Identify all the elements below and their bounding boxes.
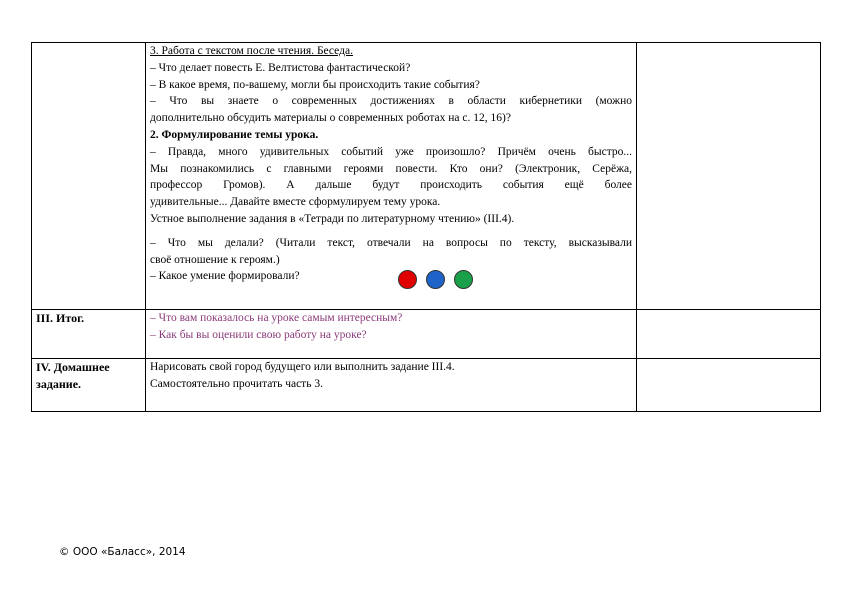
text-line: профессор Громов). А дальше будут происходить события ещё более (150, 179, 632, 192)
question-line: – Какое умение формировали? (150, 270, 300, 283)
lesson-plan-table (31, 42, 821, 412)
question-line: дополнительно обсудить материалы о современных роботах на с. 12, 16)? (150, 112, 511, 125)
content-cell (146, 43, 637, 310)
question-line: – Что вам показалось на уроке самым интересным? (150, 312, 403, 324)
section-heading: 3. Работа с текстом после чтения. Беседа. (150, 45, 353, 57)
stage-cell: III. Итог. (32, 310, 146, 359)
question-line: – Что вы знаете о современных достижениях в области кибернетики (можно (150, 95, 632, 108)
section-heading: 2. Формулирование темы урока. (150, 128, 319, 141)
stage-cell (32, 43, 146, 310)
text-line: Нарисовать свой город будущего или выполнить задание III.4. (150, 361, 455, 373)
copyright-footer: © ООО «Баласс», 2014 (59, 546, 186, 558)
text-line: Самостоятельно прочитать часть 3. (150, 377, 323, 390)
content-cell (146, 359, 637, 412)
green-circle-icon (454, 270, 473, 289)
question-line: своё отношение к героям.) (150, 253, 280, 266)
blue-circle-icon (426, 270, 445, 289)
table-row (32, 43, 821, 310)
text-line: Устное выполнение задания в «Тетради по литературному чтению» (III.4). (150, 212, 515, 225)
red-circle-icon (398, 270, 417, 289)
stage-label: задание. (36, 376, 82, 391)
notes-cell (637, 359, 821, 412)
table-row (32, 310, 821, 359)
text-line: Мы познакомились с главными героями повести. Кто они? (Электроник, Серёжа, (150, 162, 632, 175)
stage-label: IV. Домашнее (36, 360, 110, 374)
text-line: удивительные... Давайте вместе сформулируем тему урока. (150, 196, 441, 209)
stage-cell (32, 359, 146, 412)
table-row (32, 359, 821, 412)
notes-cell (637, 310, 821, 359)
text-line: – Правда, много удивительных событий уже произошло? Причём очень быстро... (150, 145, 632, 158)
question-line: – Как бы вы оценили свою работу на уроке? (150, 328, 367, 341)
content-cell (146, 310, 637, 359)
notes-cell (637, 43, 821, 310)
question-line: – В какое время, по-вашему, могли бы происходить такие события? (150, 78, 480, 91)
question-line: – Что делает повесть Е. Велтистова фантастической? (150, 61, 411, 74)
question-line: – Что мы делали? (Читали текст, отвечали на вопросы по тексту, высказывали (150, 236, 632, 249)
